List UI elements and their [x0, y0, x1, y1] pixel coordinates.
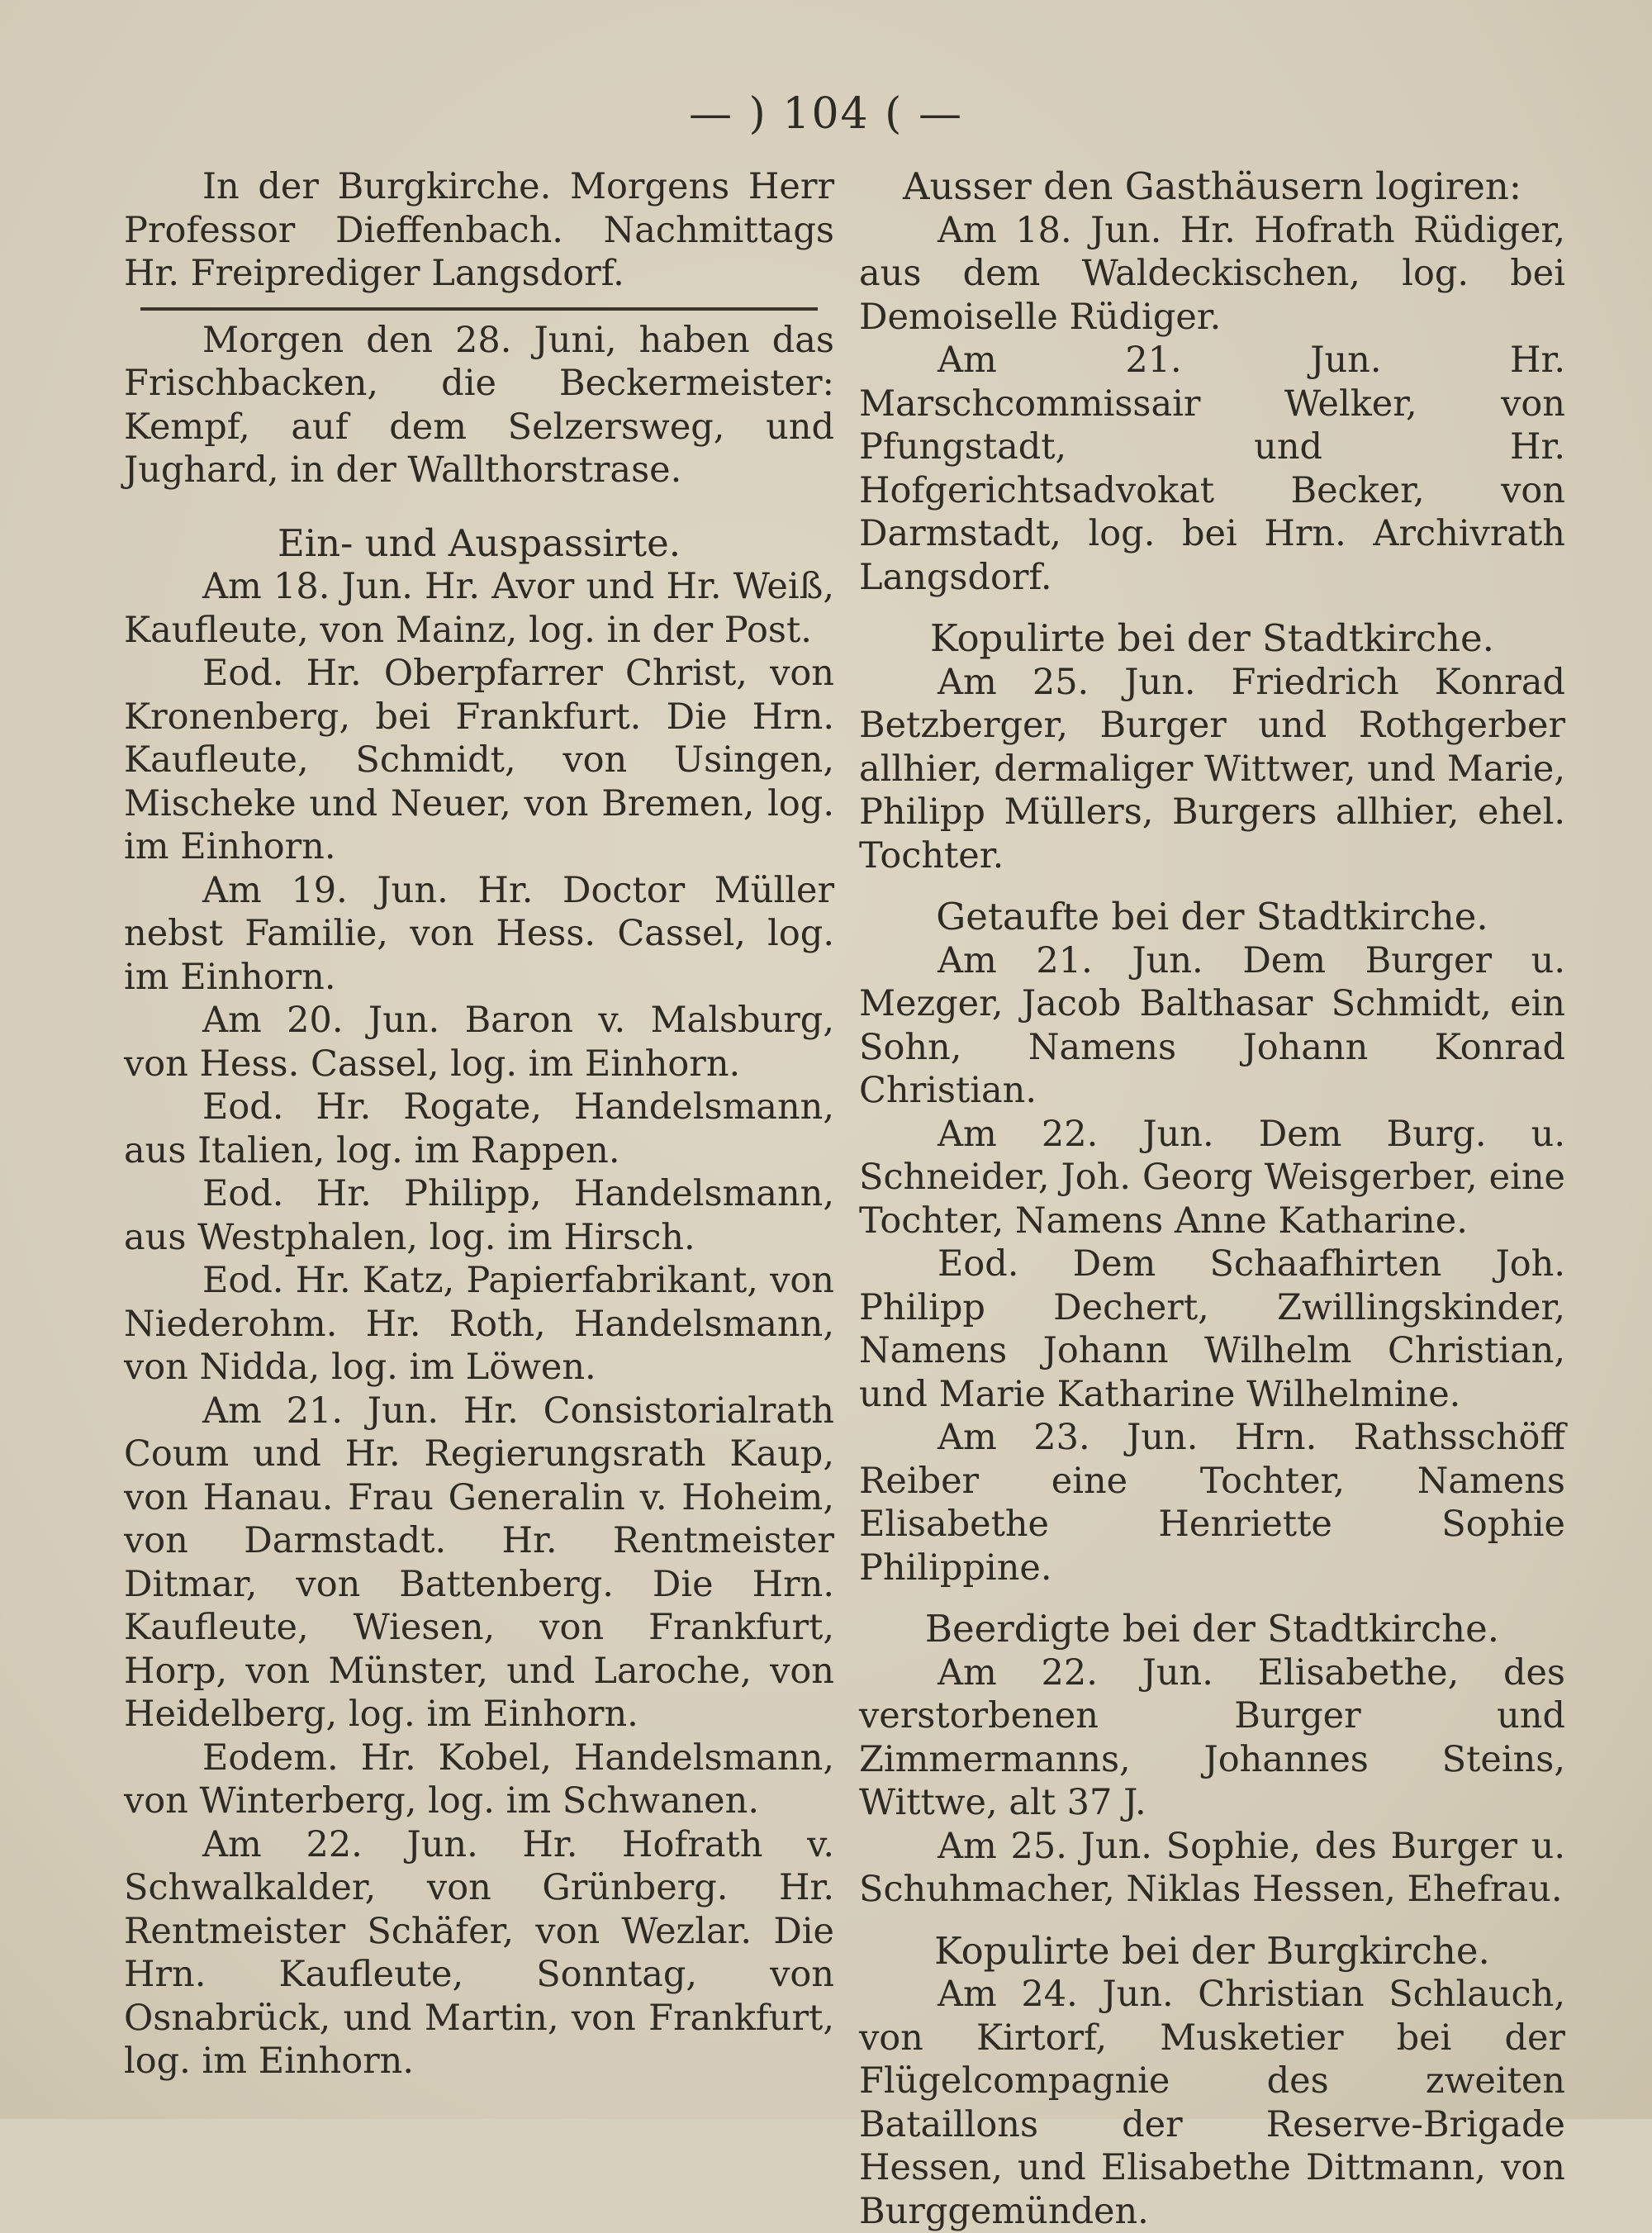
- list-item: Am 23. Jun. Hrn. Rathsschöff Reiber eine Tochter, Namens Elisabethe Henriette Sophie Philippine.: [859, 1417, 1565, 1589]
- list-item: Am 25. Jun. Sophie, des Burger u. Schuhmacher, Niklas Hessen, Ehefrau.: [859, 1825, 1565, 1910]
- list-item: Eod. Hr. Katz, Papierfabrikant, von Niederohm. Hr. Roth, Handelsmann, von Nidda, log. im Löwen.: [124, 1260, 834, 1388]
- list-item: Am 22. Jun. Elisabethe, des verstorbenen Burger und Zimmermanns, Johannes Steins, Wittwe, alt 37 J.: [859, 1651, 1565, 1823]
- list-item: Am 24. Jun. Christian Schlauch, von Kirtorf, Musketier bei der Flügelcompagnie des zweiten Bataillons der Reserve-Brigade Hessen, und Elisabethe Dittmann, von Burggemünden.: [859, 1974, 1565, 2232]
- page-number: — ) 104 ( —: [689, 89, 963, 139]
- lodging-heading: Ausser den Gasthäusern logiren:: [902, 164, 1522, 208]
- list-item: Am 21. Jun. Hr. Marschcommissair Welker, von Pfungstadt, und Hr. Hofgerichtsadvokat Becker, von Darmstadt, log. bei Hrn. Archivrath Langsdorf.: [859, 340, 1565, 598]
- list-item: Eod. Hr. Rogate, Handelsmann, aus Italien, log. im Rappen.: [124, 1086, 834, 1171]
- list-item: Eod. Dem Schaafhirten Joh. Philipp Dechert, Zwillingskinder, Namens Johann Wilhelm Christian, und Marie Katharine Wilhelmine.: [859, 1243, 1565, 1415]
- list-item: Eod. Hr. Oberpfarrer Christ, von Kronenberg, bei Frankfurt. Die Hrn. Kaufleute, Schmidt, von Usingen, Mischeke und Neuer, von Bremen, log. im Einhorn.: [124, 653, 834, 867]
- burials-heading: Beerdigte bei der Stadtkirche.: [924, 1607, 1500, 1651]
- list-item: Am 18. Jun. Hr. Hofrath Rüdiger, aus dem Waldeckischen, log. bei Demoiselle Rüdiger.: [859, 209, 1565, 338]
- list-item: Am 19. Jun. Hr. Doctor Müller nebst Familie, von Hess. Cassel, log. im Einhorn.: [124, 869, 834, 998]
- marriages-burgkirche-heading: Kopulirte bei der Burgkirche.: [934, 1928, 1490, 1973]
- marriages-stadtkirche-heading: Kopulirte bei der Stadtkirche.: [930, 616, 1494, 660]
- list-item: Am 22. Jun. Hr. Hofrath v. Schwalkalder, von Grünberg. Hr. Rentmeister Schäfer, von Wezlar. Die Hrn. Kaufleute, Sonntag, von Osnabrück, und Martin, von Frankfurt, log. im Einhorn.: [124, 1823, 834, 2082]
- list-item: Am 18. Jun. Hr. Avor und Hr. Weiß, Kaufleute, von Mainz, log. in der Post.: [124, 566, 834, 651]
- right-column: [859, 165, 1565, 2233]
- list-item: Am 22. Jun. Dem Burg. u. Schneider, Joh. Georg Weisgerber, eine Tochter, Namens Anne Katharine.: [859, 1113, 1565, 1242]
- list-item: Eod. Hr. Philipp, Handelsmann, aus Westphalen, log. im Hirsch.: [124, 1173, 834, 1258]
- list-item: Am 21. Jun. Hr. Consistorialrath Coum und Hr. Regierungsrath Kaup, von Hanau. Frau Generalin v. Hoheim, von Darmstadt. Hr. Rentmeister Ditmar, von Battenberg. Die Hrn. Kaufleute, Wiesen, von Frankfurt, Horp, von Münster, und Laroche, von Heidelberg, log. im Einhorn.: [124, 1390, 834, 1735]
- list-item: Eodem. Hr. Kobel, Handelsmann, von Winterberg, log. im Schwanen.: [124, 1737, 834, 1822]
- list-item: Am 21. Jun. Dem Burger u. Mezger, Jacob Balthasar Schmidt, ein Sohn, Namens Johann Konrad Christian.: [859, 939, 1565, 1111]
- left-column: [124, 165, 834, 2083]
- baker-notice: Morgen den 28. Juni, haben das Frischbacken, die Beckermeister: Kempf, auf dem Selzersweg, und Jughard, in der Wallthorstrase.: [124, 319, 834, 491]
- section-divider: [140, 307, 818, 311]
- list-item: Am 20. Jun. Baron v. Malsburg, von Hess. Cassel, log. im Einhorn.: [124, 1000, 834, 1085]
- baptisms-heading: Getaufte bei der Stadtkirche.: [936, 895, 1488, 938]
- list-item: Am 25. Jun. Friedrich Konrad Betzberger, Burger und Rothgerber allhier, dermaliger Wittwer, und Marie, Philipp Müllers, Burgers allhier, ehel. Tochter.: [859, 661, 1565, 877]
- travellers-heading: Ein- und Auspassirte.: [277, 520, 681, 565]
- church-service-notice: In der Burgkirche. Morgens Herr Professor Dieffenbach. Nachmittags Hr. Freiprediger Langsdorf.: [124, 166, 834, 294]
